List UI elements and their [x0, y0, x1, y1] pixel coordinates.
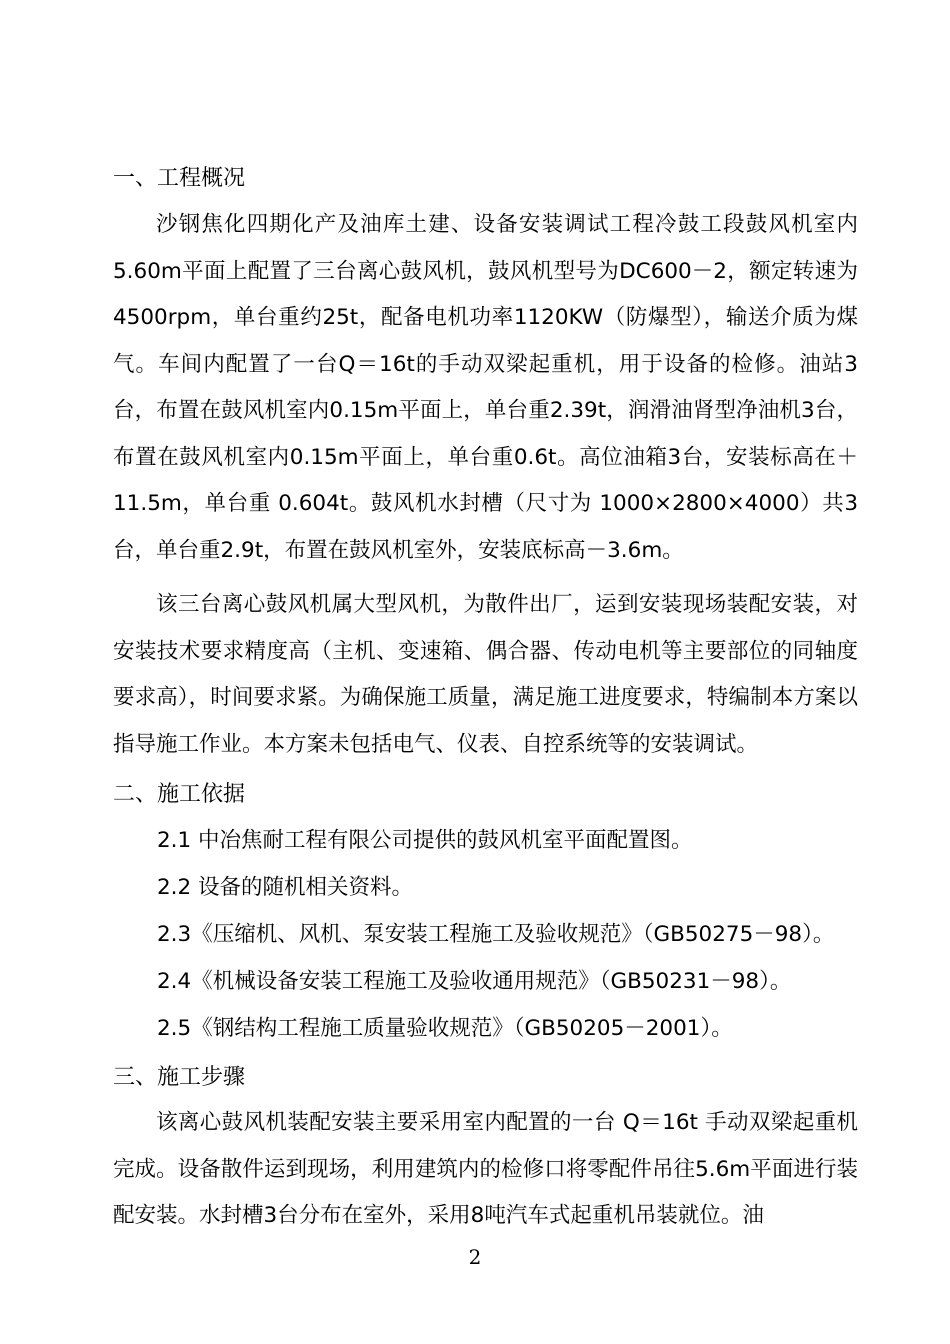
basis-item-2-5: 2.5《钢结构工程施工质量验收规范》（GB50205－2001）。	[157, 1016, 733, 1041]
section-heading-overview: 一、工程概况	[113, 166, 246, 191]
section-heading-basis: 二、施工依据	[113, 782, 246, 807]
basis-item-2-4: 2.4《机械设备安装工程施工及验收通用规范》（GB50231－98）。	[157, 969, 792, 994]
basis-item-2-1: 2.1 中冶焦耐工程有限公司提供的鼓风机室平面配置图。	[157, 828, 693, 853]
overview-paragraph-1: 沙钢焦化四期化产及油库土建、设备安装调试工程冷鼓工段鼓风机室内5.60m平面上配置了三台离心鼓风机，鼓风机型号为DC600－2，额定转速为4500rpm，单台重约25t，配备电机功率1120KW（防爆型），输送介质为煤气。车间内配置了一台Q＝16t的手动双梁起重机，用于设备的检修。油站3台，布置在鼓风机室内0.15m平面上，单台重2.39t，润滑油肾型净油机3台，布置在鼓风机室内0.15m平面上，单台重0.6t。高位油箱3台，安装标高在＋11.5m，单台重 0.604t。鼓风机水封槽（尺寸为 1000×2800×4000）共3台，单台重2.9t，布置在鼓风机室外，安装底标高－3.6m。	[113, 212, 858, 563]
overview-paragraph-2: 该三台离心鼓风机属大型风机，为散件出厂，运到安装现场装配安装，对安装技术要求精度高（主机、变速箱、偶合器、传动电机等主要部位的同轴度要求高），时间要求紧。为确保施工质量，满足施工进度要求，特编制本方案以指导施工作业。本方案未包括电气、仪表、自控系统等的安装调试。	[113, 592, 858, 757]
basis-item-2-2: 2.2 设备的随机相关资料。	[157, 875, 414, 900]
page-number: 2	[468, 1245, 482, 1269]
steps-paragraph-1: 该离心鼓风机装配安装主要采用室内配置的一台 Q＝16t 手动双梁起重机完成。设备散件运到现场，利用建筑内的检修口将零配件吊往5.6m平面进行装配安装。水封槽3台分布在室外，采用8吨汽车式起重机吊装就位。油	[113, 1110, 858, 1228]
basis-item-2-3: 2.3《压缩机、风机、泵安装工程施工及验收规范》（GB50275－98）。	[157, 922, 835, 947]
section-heading-steps: 三、施工步骤	[113, 1065, 246, 1090]
